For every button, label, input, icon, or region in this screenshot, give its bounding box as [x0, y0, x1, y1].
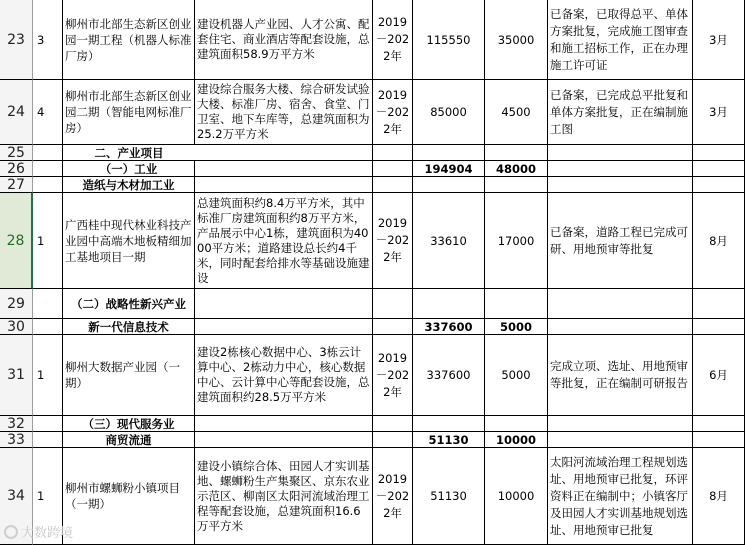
seq-cell[interactable]: 3 — [33, 0, 63, 80]
progress-cell[interactable]: 已备案，道路工程已完成可研、用地预审等批复 — [548, 193, 693, 289]
progress-cell[interactable] — [548, 177, 693, 193]
table-row — [0, 448, 745, 545]
month-cell[interactable] — [693, 161, 745, 177]
plan-investment-cell[interactable]: 48000 — [485, 161, 548, 177]
section-title-cell[interactable]: 新一代信息技术 — [63, 319, 195, 335]
description-cell[interactable]: 建设小镇综合体、田园人才实训基地、螺蛳粉生产集聚区、京东农业示范区、柳南区太阳河流域治理工程等配套设施，总建筑面积16.6万平方米 — [195, 448, 373, 545]
total-investment-cell[interactable] — [413, 416, 485, 432]
progress-cell[interactable] — [548, 319, 693, 335]
description-cell[interactable]: 建设综合服务大楼、综合研发试验大楼、标准厂房、宿舍、食堂、门卫室、地下车库等，总建筑面积为25.2万平方米 — [195, 80, 373, 145]
total-investment-cell[interactable]: 115550 — [413, 0, 485, 80]
year-cell[interactable] — [373, 416, 413, 432]
total-investment-cell[interactable] — [413, 177, 485, 193]
description-cell[interactable] — [195, 416, 373, 432]
year-cell[interactable]: 2019－2022年 — [373, 335, 413, 416]
year-cell[interactable] — [373, 161, 413, 177]
section-title-cell[interactable]: 二、产业项目 — [63, 145, 195, 161]
table-row — [0, 80, 745, 145]
total-investment-cell[interactable]: 337600 — [413, 335, 485, 416]
plan-investment-cell[interactable]: 35000 — [485, 0, 548, 80]
table-row — [0, 0, 745, 80]
row-header[interactable]: 30 — [0, 319, 33, 335]
seq-cell[interactable] — [33, 432, 63, 448]
seq-cell[interactable]: 1 — [33, 193, 63, 289]
total-investment-cell[interactable]: 85000 — [413, 80, 485, 145]
year-cell[interactable]: 2019－2022年 — [373, 0, 413, 80]
row-header[interactable]: 23 — [0, 0, 33, 80]
total-investment-cell[interactable] — [413, 145, 485, 161]
watermark-logo-icon — [4, 525, 18, 539]
row-header[interactable]: 26 — [0, 161, 33, 177]
total-investment-cell[interactable]: 337600 — [413, 319, 485, 335]
description-cell[interactable] — [195, 145, 373, 161]
seq-cell[interactable] — [33, 319, 63, 335]
project-name-cell[interactable]: 柳州市北部生态新区创业园一期工程（机器人标准厂房） — [63, 0, 195, 80]
watermark-text: 大数跨境 — [21, 526, 74, 541]
table-row — [0, 416, 745, 432]
row-header[interactable]: 32 — [0, 416, 33, 432]
month-cell[interactable] — [693, 319, 745, 335]
row-header[interactable]: 25 — [0, 145, 33, 161]
watermark — [4, 522, 73, 541]
table-row — [0, 177, 745, 193]
year-cell[interactable]: 2019－2022年 — [373, 80, 413, 145]
month-cell[interactable] — [693, 177, 745, 193]
year-cell[interactable]: 2019－2022年 — [373, 193, 413, 289]
year-cell[interactable] — [373, 177, 413, 193]
row-header[interactable]: 29 — [0, 289, 33, 319]
seq-cell[interactable]: 1 — [33, 448, 63, 545]
total-investment-cell[interactable]: 194904 — [413, 161, 485, 177]
year-cell[interactable] — [373, 432, 413, 448]
section-title-cell[interactable]: （一）工业 — [63, 161, 195, 177]
month-cell[interactable]: 8月 — [693, 448, 745, 545]
seq-cell[interactable] — [33, 161, 63, 177]
progress-cell[interactable] — [548, 432, 693, 448]
progress-cell[interactable] — [548, 161, 693, 177]
progress-cell[interactable]: 已备案，已完成总平批复和单体方案批复，正在编制施工图 — [548, 80, 693, 145]
total-investment-cell[interactable] — [413, 289, 485, 319]
total-investment-cell[interactable]: 51130 — [413, 448, 485, 545]
seq-cell[interactable]: 4 — [33, 80, 63, 145]
progress-cell[interactable] — [548, 145, 693, 161]
section-title-cell[interactable]: 商贸流通 — [63, 432, 195, 448]
row-header[interactable]: 24 — [0, 80, 33, 145]
month-cell[interactable]: 6月 — [693, 335, 745, 416]
project-name-cell[interactable]: 柳州市螺蛳粉小镇项目（一期） — [63, 448, 195, 545]
progress-cell[interactable] — [548, 416, 693, 432]
progress-cell[interactable]: 完成立项、选址、用地预审等批复，正在编制可研报告 — [548, 335, 693, 416]
month-cell[interactable]: 3月 — [693, 80, 745, 145]
plan-investment-cell[interactable]: 10000 — [485, 432, 548, 448]
month-cell[interactable] — [693, 145, 745, 161]
month-cell[interactable]: 8月 — [693, 193, 745, 289]
seq-cell[interactable] — [33, 177, 63, 193]
row-header[interactable]: 27 — [0, 177, 33, 193]
description-cell[interactable] — [195, 177, 373, 193]
seq-cell[interactable] — [33, 145, 63, 161]
total-investment-cell[interactable]: 33610 — [413, 193, 485, 289]
year-cell[interactable] — [373, 319, 413, 335]
plan-investment-cell[interactable] — [485, 289, 548, 319]
description-cell[interactable] — [195, 289, 373, 319]
year-cell[interactable]: 2019－2022年 — [373, 448, 413, 545]
progress-cell[interactable]: 太阳河流域治理工程规划选址、用地预审已批复，环评资料正在编制中；小镇客厅及田园人才实训基地规划选址、用地预审已批复 — [548, 448, 693, 545]
month-cell[interactable]: 3月 — [693, 0, 745, 80]
table-row — [0, 289, 745, 319]
row-header-selected[interactable]: 28 — [0, 193, 33, 289]
description-cell[interactable] — [195, 432, 373, 448]
year-cell[interactable] — [373, 145, 413, 161]
section-title-cell[interactable]: 造纸与木材加工业 — [63, 177, 195, 193]
plan-investment-cell[interactable] — [485, 145, 548, 161]
plan-investment-cell[interactable]: 4500 — [485, 80, 548, 145]
row-header[interactable]: 33 — [0, 432, 33, 448]
seq-cell[interactable]: 1 — [33, 335, 63, 416]
project-name-cell[interactable]: 柳州大数据产业园（一期） — [63, 335, 195, 416]
total-investment-cell[interactable]: 51130 — [413, 432, 485, 448]
month-cell[interactable] — [693, 289, 745, 319]
table-row — [0, 319, 745, 335]
table-row — [0, 335, 745, 416]
month-cell[interactable] — [693, 416, 745, 432]
year-cell[interactable] — [373, 289, 413, 319]
description-cell[interactable] — [195, 319, 373, 335]
plan-investment-cell[interactable] — [485, 177, 548, 193]
plan-investment-cell[interactable]: 5000 — [485, 335, 548, 416]
description-cell[interactable] — [195, 161, 373, 177]
month-cell[interactable] — [693, 432, 745, 448]
section-title-cell[interactable]: （二）战略性新兴产业 — [63, 289, 195, 319]
progress-cell[interactable]: 已备案，已取得总平、单体方案批复，完成施工图审查和施工招标工作，正在办理施工许可证 — [548, 0, 693, 80]
section-title-cell[interactable]: （三）现代服务业 — [63, 416, 195, 432]
project-name-cell[interactable]: 广西桂中现代林业科技产业园中高端木地板精细加工基地项目一期 — [63, 193, 195, 289]
seq-cell[interactable] — [33, 289, 63, 319]
row-header[interactable]: 34 — [0, 448, 33, 545]
plan-investment-cell[interactable]: 5000 — [485, 319, 548, 335]
plan-investment-cell[interactable]: 17000 — [485, 193, 548, 289]
table-row — [0, 145, 745, 161]
plan-investment-cell[interactable] — [485, 416, 548, 432]
row-header[interactable]: 31 — [0, 335, 33, 416]
description-cell[interactable]: 总建筑面积约8.4万平方米，其中标准厂房建筑面积约8万平方米，产品展示中心1栋，建筑面积为4000平方米；道路建设总长约4千米，同时配套给排水等基础设施建设 — [195, 193, 373, 289]
seq-cell[interactable] — [33, 416, 63, 432]
progress-cell[interactable] — [548, 289, 693, 319]
project-name-cell[interactable]: 柳州市北部生态新区创业园二期（智能电网标准厂房） — [63, 80, 195, 145]
table-row — [0, 193, 745, 289]
table-row — [0, 161, 745, 177]
table-row — [0, 432, 745, 448]
description-cell[interactable]: 建设机器人产业园、人才公寓、配套住宅、商业酒店等配套设施，总建筑面积58.9万平方米 — [195, 0, 373, 80]
description-cell[interactable]: 建设2栋核心数据中心、3栋云计算中心、2栋动力中心，核心数据中心、云计算中心等配套设施，总建筑面积约28.5万平方米 — [195, 335, 373, 416]
plan-investment-cell[interactable]: 10000 — [485, 448, 548, 545]
